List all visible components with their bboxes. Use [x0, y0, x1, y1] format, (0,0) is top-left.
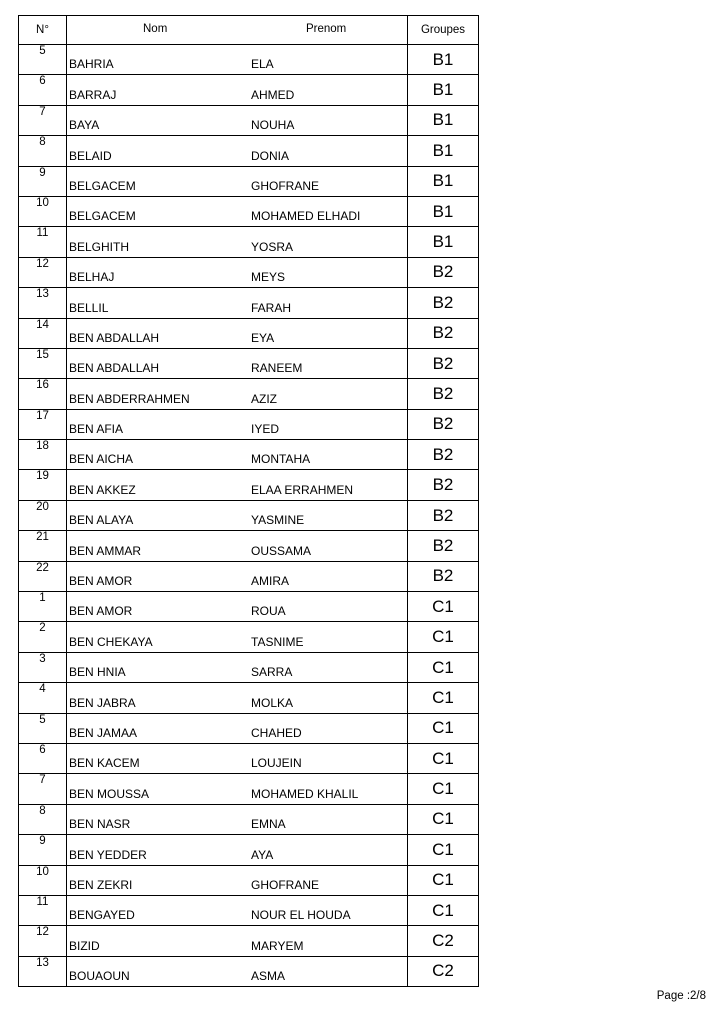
row-prenom: SARRA	[251, 665, 293, 680]
header-groupes: Groupes	[408, 16, 479, 45]
table-row	[19, 470, 479, 500]
row-names	[67, 136, 408, 166]
row-groupe: B1	[408, 75, 479, 105]
row-nom: BARRAJ	[69, 87, 117, 102]
row-nom: BELLIL	[69, 300, 109, 315]
table-row	[19, 348, 479, 378]
row-names	[67, 774, 408, 804]
row-names	[67, 379, 408, 409]
row-nom: BEN ABDERRAHMEN	[69, 391, 190, 406]
row-prenom: LOUJEIN	[251, 756, 302, 771]
table-row	[19, 166, 479, 196]
row-number: 6	[19, 743, 67, 773]
table-row	[19, 45, 479, 75]
row-nom: BEN ABDALLAH	[69, 361, 160, 376]
row-nom: BEN CHEKAYA	[69, 634, 153, 649]
row-names	[67, 166, 408, 196]
table-body	[19, 45, 479, 987]
table-row	[19, 196, 479, 226]
table-row	[19, 288, 479, 318]
row-prenom: AHMED	[251, 87, 295, 102]
row-number: 7	[19, 105, 67, 135]
row-nom: BEN MOUSSA	[69, 786, 150, 801]
row-groupe: C1	[408, 683, 479, 713]
table-row	[19, 956, 479, 986]
row-nom: BEN AICHA	[69, 452, 134, 467]
row-number: 18	[19, 440, 67, 470]
row-names	[67, 196, 408, 226]
table-row	[19, 561, 479, 591]
row-number: 19	[19, 470, 67, 500]
row-names	[67, 956, 408, 986]
table-row	[19, 440, 479, 470]
row-groupe: B2	[408, 500, 479, 530]
row-groupe: B1	[408, 136, 479, 166]
row-nom: BEN AMOR	[69, 604, 133, 619]
row-prenom: ELA	[251, 57, 274, 72]
row-prenom: AMIRA	[251, 574, 290, 589]
row-groupe: B1	[408, 105, 479, 135]
table-row	[19, 835, 479, 865]
row-number: 6	[19, 75, 67, 105]
row-groupe: C1	[408, 865, 479, 895]
row-names	[67, 105, 408, 135]
row-prenom: IYED	[251, 422, 280, 437]
row-number: 13	[19, 956, 67, 986]
row-prenom: RANEEM	[251, 361, 303, 376]
row-names	[67, 75, 408, 105]
table-row	[19, 652, 479, 682]
row-nom: BEN AMMAR	[69, 543, 142, 558]
row-number: 3	[19, 652, 67, 682]
row-groupe: C1	[408, 743, 479, 773]
student-table	[18, 15, 479, 987]
row-number: 13	[19, 288, 67, 318]
row-nom: BIZID	[69, 938, 100, 953]
row-nom: BEN ALAYA	[69, 513, 134, 528]
row-prenom: NOUR EL HOUDA	[251, 908, 351, 923]
row-number: 15	[19, 348, 67, 378]
row-prenom: MEYS	[251, 270, 286, 285]
row-names	[67, 470, 408, 500]
row-groupe: C1	[408, 592, 479, 622]
row-prenom: MOLKA	[251, 695, 294, 710]
row-names	[67, 683, 408, 713]
row-nom: BEN JABRA	[69, 695, 136, 710]
row-groupe: B2	[408, 318, 479, 348]
row-names	[67, 500, 408, 530]
row-prenom: CHAHED	[251, 725, 302, 740]
row-number: 10	[19, 196, 67, 226]
table-row	[19, 75, 479, 105]
table-header-row	[19, 16, 479, 45]
table-row	[19, 105, 479, 135]
row-prenom: NOUHA	[251, 118, 295, 133]
row-names	[67, 257, 408, 287]
header-names	[67, 16, 408, 45]
row-nom: BEN NASR	[69, 817, 131, 832]
row-groupe: C1	[408, 713, 479, 743]
row-prenom: AYA	[251, 847, 274, 862]
row-names	[67, 865, 408, 895]
table-row	[19, 409, 479, 439]
row-number: 9	[19, 835, 67, 865]
row-nom: BEN JAMAA	[69, 725, 138, 740]
row-number: 11	[19, 895, 67, 925]
row-number: 17	[19, 409, 67, 439]
row-prenom: ELAA ERRAHMEN	[251, 482, 354, 497]
row-names	[67, 227, 408, 257]
row-number: 2	[19, 622, 67, 652]
row-names	[67, 592, 408, 622]
table-row	[19, 743, 479, 773]
row-number: 11	[19, 227, 67, 257]
row-prenom: MONTAHA	[251, 452, 311, 467]
row-number: 5	[19, 45, 67, 75]
row-prenom: OUSSAMA	[251, 543, 312, 558]
table-row	[19, 531, 479, 561]
row-groupe: C1	[408, 835, 479, 865]
row-names	[67, 895, 408, 925]
row-number: 8	[19, 804, 67, 834]
row-groupe: C1	[408, 774, 479, 804]
row-number: 12	[19, 257, 67, 287]
row-groupe: B2	[408, 257, 479, 287]
row-names	[67, 561, 408, 591]
row-names	[67, 743, 408, 773]
row-nom: BEN YEDDER	[69, 847, 147, 862]
row-names	[67, 409, 408, 439]
row-number: 12	[19, 926, 67, 956]
row-number: 16	[19, 379, 67, 409]
header-num: N°	[19, 16, 67, 45]
table-row	[19, 774, 479, 804]
row-nom: BELAID	[69, 148, 112, 163]
row-prenom: EMNA	[251, 817, 286, 832]
row-names	[67, 652, 408, 682]
row-nom: BEN ABDALLAH	[69, 330, 160, 345]
row-prenom: GHOFRANE	[251, 877, 320, 892]
row-nom: BEN AMOR	[69, 574, 133, 589]
row-nom: BELHAJ	[69, 270, 115, 285]
row-names	[67, 926, 408, 956]
row-groupe: B2	[408, 409, 479, 439]
row-names	[67, 288, 408, 318]
row-number: 8	[19, 136, 67, 166]
table-row	[19, 592, 479, 622]
table-row	[19, 622, 479, 652]
row-groupe: C1	[408, 895, 479, 925]
row-nom: BEN AFIA	[69, 422, 124, 437]
row-groupe: B2	[408, 531, 479, 561]
row-prenom: MARYEM	[251, 938, 304, 953]
row-groupe: B1	[408, 45, 479, 75]
table-row	[19, 500, 479, 530]
header-nom: Nom	[143, 23, 168, 35]
row-number: 21	[19, 531, 67, 561]
row-nom: BOUAOUN	[69, 969, 130, 984]
row-names	[67, 440, 408, 470]
row-groupe: B1	[408, 166, 479, 196]
row-number: 20	[19, 500, 67, 530]
row-prenom: TASNIME	[251, 634, 304, 649]
row-nom: BAHRIA	[69, 57, 114, 72]
row-number: 5	[19, 713, 67, 743]
table-row	[19, 865, 479, 895]
row-prenom: GHOFRANE	[251, 178, 320, 193]
row-names	[67, 835, 408, 865]
row-nom: BAYA	[69, 118, 100, 133]
row-groupe: C1	[408, 652, 479, 682]
row-nom: BELGHITH	[69, 239, 130, 254]
table-row	[19, 379, 479, 409]
row-groupe: B2	[408, 288, 479, 318]
row-groupe: B2	[408, 561, 479, 591]
row-names	[67, 531, 408, 561]
table-row	[19, 136, 479, 166]
table-row	[19, 926, 479, 956]
row-names	[67, 318, 408, 348]
table-row	[19, 895, 479, 925]
table-row	[19, 227, 479, 257]
row-number: 4	[19, 683, 67, 713]
row-groupe: B2	[408, 440, 479, 470]
table-row	[19, 318, 479, 348]
table-row	[19, 257, 479, 287]
row-groupe: B2	[408, 379, 479, 409]
header-prenom: Prenom	[306, 23, 347, 35]
row-prenom: YOSRA	[251, 239, 294, 254]
table-row	[19, 683, 479, 713]
row-groupe: C2	[408, 926, 479, 956]
row-groupe: B1	[408, 227, 479, 257]
row-prenom: DONIA	[251, 148, 290, 163]
table-row	[19, 713, 479, 743]
row-groupe: B2	[408, 348, 479, 378]
row-prenom: EYA	[251, 330, 275, 345]
row-number: 1	[19, 592, 67, 622]
row-prenom: YASMINE	[251, 513, 305, 528]
row-groupe: B2	[408, 470, 479, 500]
row-prenom: MOHAMED KHALIL	[251, 786, 359, 801]
row-number: 7	[19, 774, 67, 804]
row-names	[67, 45, 408, 75]
row-groupe: C1	[408, 622, 479, 652]
row-number: 9	[19, 166, 67, 196]
row-number: 14	[19, 318, 67, 348]
row-nom: BEN HNIA	[69, 665, 126, 680]
row-prenom: AZIZ	[251, 391, 277, 406]
row-names	[67, 804, 408, 834]
row-nom: BEN AKKEZ	[69, 482, 136, 497]
row-nom: BELGACEM	[69, 178, 136, 193]
row-groupe: C2	[408, 956, 479, 986]
row-prenom: FARAH	[251, 300, 292, 315]
row-names	[67, 622, 408, 652]
row-number: 10	[19, 865, 67, 895]
row-groupe: C1	[408, 804, 479, 834]
row-nom: BEN ZEKRI	[69, 877, 133, 892]
page-number: Page :2/8	[656, 990, 706, 1002]
table-row	[19, 804, 479, 834]
row-nom: BENGAYED	[69, 908, 135, 923]
row-groupe: B1	[408, 196, 479, 226]
row-number: 22	[19, 561, 67, 591]
row-prenom: MOHAMED ELHADI	[251, 209, 361, 224]
row-prenom: ROUA	[251, 604, 286, 619]
row-nom: BELGACEM	[69, 209, 136, 224]
row-nom: BEN KACEM	[69, 756, 140, 771]
row-names	[67, 348, 408, 378]
row-names	[67, 713, 408, 743]
row-prenom: ASMA	[251, 969, 286, 984]
